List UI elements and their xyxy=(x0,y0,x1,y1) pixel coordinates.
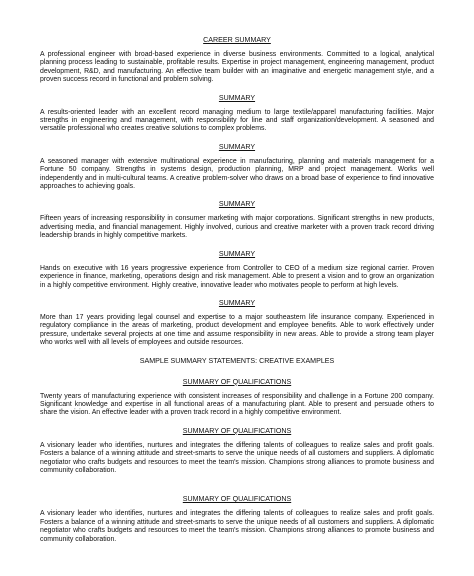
section-paragraph: More than 17 years providing legal counsel and expertise to a major southeastern life insurance company. Experienced in regulatory compliance in the areas of marketing, product development and employee benefits. Able to work effectively under pressure, undertake several projects at one time and assume responsibility in new areas. Able to provide a strong team player who works well with all levels of employees and outside resources. xyxy=(40,313,434,347)
section-paragraph: Fifteen years of increasing responsibility in consumer marketing with major corporations. Significant strengths in new products, advertising media, and financial management. Highly involved, curious and creative marketer with a proven track record driving leadership brands in highly competitive markets. xyxy=(40,215,434,240)
section-heading-summary: SUMMARY xyxy=(218,249,256,258)
section-paragraph: A visionary leader who identifies, nurtures and integrates the differing talents of colleagues to realize sales and profit goals. Fosters a balance of a winning attitude and street-smarts to serve the unique needs of all customers and suppliers. A diplomatic negotiator who crafts budgets and resources to meet the team's mission. Champions strong alliances to promote business and community collaboration. xyxy=(40,441,434,474)
section-heading-summary: SUMMARY xyxy=(218,93,256,102)
section-heading-qualifications: SUMMARY OF QUALIFICATIONS xyxy=(182,426,292,435)
section-heading-qualifications: SUMMARY OF QUALIFICATIONS xyxy=(182,377,292,386)
section-heading-summary: SUMMARY xyxy=(218,200,256,209)
section-heading-summary: SUMMARY xyxy=(218,142,256,151)
section-paragraph: A professional engineer with broad-based experience in diverse business environments. Committed to a logical, analytical planning process leading to sustainable, profitable results. Expertise in project management, engineering management, product development, R&D, and manufacturing. An effective team builder with an imaginative and energetic management style, and a proven success record in functional and problem solving. xyxy=(40,51,434,84)
section-paragraph: Twenty years of manufacturing experience with consistent increases of responsibility and challenge in a Fortune 200 company. Significant knowledge and expertise in all functional areas of a manufacturing plant. Able to present and persuade others to share the vision. An effective leader with a proven track record in a highly competitive environment. xyxy=(40,392,434,417)
section-paragraph: A seasoned manager with extensive multinational experience in manufacturing, planning and materials management for a Fortune 50 company. Strengths in systems design, production planning, MRP and project management. Works well independently and in multi-cultural teams. A creative problem-solver who draws on a broad base of experience to find innovative approaches to achieving goals. xyxy=(40,157,434,191)
section-heading-qualifications: SUMMARY OF QUALIFICATIONS xyxy=(182,495,292,504)
section-paragraph: Hands on executive with 16 years progressive experience from Controller to CEO of a medium size regional carrier. Proven experience in finance, marketing, operations design and risk management. Able to present a vision and to grow an organization in a highly competitive environment. Highly creative, innovative leader who motivates people to perform at high levels. xyxy=(40,264,434,289)
section-heading-summary: SUMMARY xyxy=(218,298,256,307)
section-paragraph: A results-oriented leader with an excellent record managing medium to large textile/apparel manufacturing facilities. Major strengths in engineering and management, with responsibility for line and staff organization/development. A seasoned and versatile professional who creates creative solutions to complex problems. xyxy=(40,108,434,133)
section-heading-career-summary: CAREER SUMMARY xyxy=(203,36,271,44)
section-paragraph: A visionary leader who identifies, nurtures and integrates the differing talents of colleagues to realize sales and profit goals. Fosters a balance of a winning attitude and street-smarts to serve the unique needs of all customers and suppliers. A diplomatic negotiator who crafts budgets and resources to meet the team's mission. Champions strong alliances to promote business and community collaboration. xyxy=(40,510,434,543)
creative-examples-heading: SAMPLE SUMMARY STATEMENTS: CREATIVE EXAMPLES xyxy=(139,356,335,365)
